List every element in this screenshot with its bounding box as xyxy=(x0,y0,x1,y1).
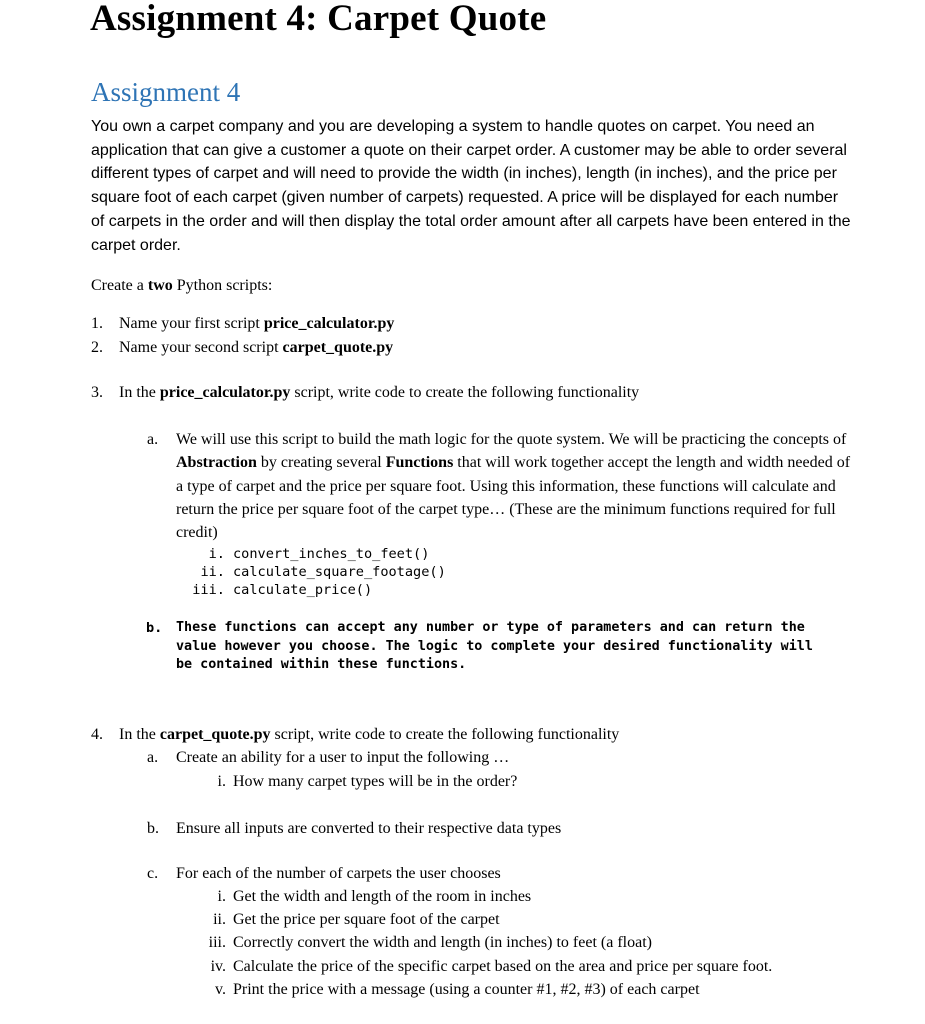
section-heading: Assignment 4 xyxy=(91,77,241,107)
item-4c-sub-3-number: iii. xyxy=(208,934,226,951)
item-4b-marker: b. xyxy=(147,820,159,837)
item-3a-text-3: that will work together accept the length and width needed of a type of carpet and the price per square foot. Using this information, these functions will calculate and return the price per square foot of the carpet type… (These are the minimum functions required for full credit) xyxy=(176,454,851,542)
item-2-text xyxy=(119,338,393,358)
item-4-filename: carpet_quote.py xyxy=(159,726,271,743)
create-bold: two xyxy=(147,277,173,294)
item-3a-text-1: We will use this script to build the math logic for the quote system. We will be practicing the concepts of xyxy=(176,431,847,448)
item-3a-paragraph xyxy=(176,428,856,544)
item-3-suffix: script, write code to create the following functionality xyxy=(290,384,640,401)
item-4c-sub-5-number: v. xyxy=(215,981,226,998)
item-4-number: 4. xyxy=(91,726,103,743)
function-2-name: calculate_square_footage() xyxy=(233,564,446,580)
item-2-number: 2. xyxy=(91,339,103,356)
item-4c-sub-4-number: iv. xyxy=(210,958,226,975)
item-3a-marker: a. xyxy=(147,431,159,448)
item-3-text xyxy=(119,383,639,403)
item-3a-bold-functions: Functions xyxy=(385,454,454,472)
create-scripts-line xyxy=(91,276,272,296)
function-1-name: convert_inches_to_feet() xyxy=(233,546,430,562)
function-1-number: i. xyxy=(208,546,225,562)
item-4c-sub-2-text: Get the price per square foot of the carpet xyxy=(233,911,500,928)
item-3-prefix: In the xyxy=(119,384,160,401)
intro-paragraph: You own a carpet company and you are developing a system to handle quotes on carpet. You need an application that can give a customer a quote on their carpet order. A customer may be able to order several different types of carpet and will need to provide the width (in inches), length (in inches), and the price per square foot of each carpet (given number of carpets) requested. A price will be displayed for each number of carpets in the order and will then display the total order amount after all carpets have been entered in the carpet order. xyxy=(91,118,851,254)
item-3a-text-2: by creating several xyxy=(256,454,386,472)
item-4c-sub-2-number: ii. xyxy=(213,911,226,928)
item-4b-text: Ensure all inputs are converted to their respective data types xyxy=(176,820,562,837)
function-2-number: ii. xyxy=(200,564,225,580)
item-4c-marker: c. xyxy=(147,865,159,882)
item-4c-sub-3-text: Correctly convert the width and length (in inches) to feet (a float) xyxy=(233,934,652,951)
function-3-number: iii. xyxy=(192,582,225,598)
item-1-prefix: Name your first script xyxy=(119,315,264,332)
item-3-number: 3. xyxy=(91,384,103,401)
item-4c-sub-5-text: Print the price with a message (using a counter #1, #2, #3) of each carpet xyxy=(233,981,700,998)
function-3-name: calculate_price() xyxy=(233,582,373,598)
item-4a-marker: a. xyxy=(147,749,159,766)
item-4-prefix: In the xyxy=(119,726,160,743)
item-1-number: 1. xyxy=(91,315,103,332)
item-3b-marker: b. xyxy=(146,620,163,636)
item-4c-sub-1-number: i. xyxy=(217,888,226,905)
item-4a-text: Create an ability for a user to input the following … xyxy=(176,749,510,766)
item-3a-bold-abstraction: Abstraction xyxy=(176,454,257,472)
item-4c-sub-1-text: Get the width and length of the room in inches xyxy=(233,888,532,905)
create-prefix: Create a xyxy=(91,277,148,294)
item-4a-sub-1-text: How many carpet types will be in the order? xyxy=(233,773,518,790)
item-1-filename: price_calculator.py xyxy=(263,315,395,332)
item-4a-sub-1-number: i. xyxy=(217,773,226,790)
item-2-prefix: Name your second script xyxy=(119,339,283,356)
item-1-text xyxy=(119,314,394,334)
create-suffix: Python scripts: xyxy=(172,277,273,294)
item-4c-sub-4-text: Calculate the price of the specific carpet based on the area and price per square foot. xyxy=(233,958,773,975)
page-title: Assignment 4: Carpet Quote xyxy=(90,0,547,39)
item-4c-text: For each of the number of carpets the user chooses xyxy=(176,865,501,882)
item-3-filename: price_calculator.py xyxy=(159,384,291,401)
item-3b-paragraph: These functions can accept any number or type of parameters and can return the value however you choose. The logic to complete your desired functionality will be contained within these functions. xyxy=(176,620,813,672)
item-4-suffix: script, write code to create the following functionality xyxy=(270,726,620,743)
item-2-filename: carpet_quote.py xyxy=(282,339,394,356)
item-4-text xyxy=(119,725,619,745)
